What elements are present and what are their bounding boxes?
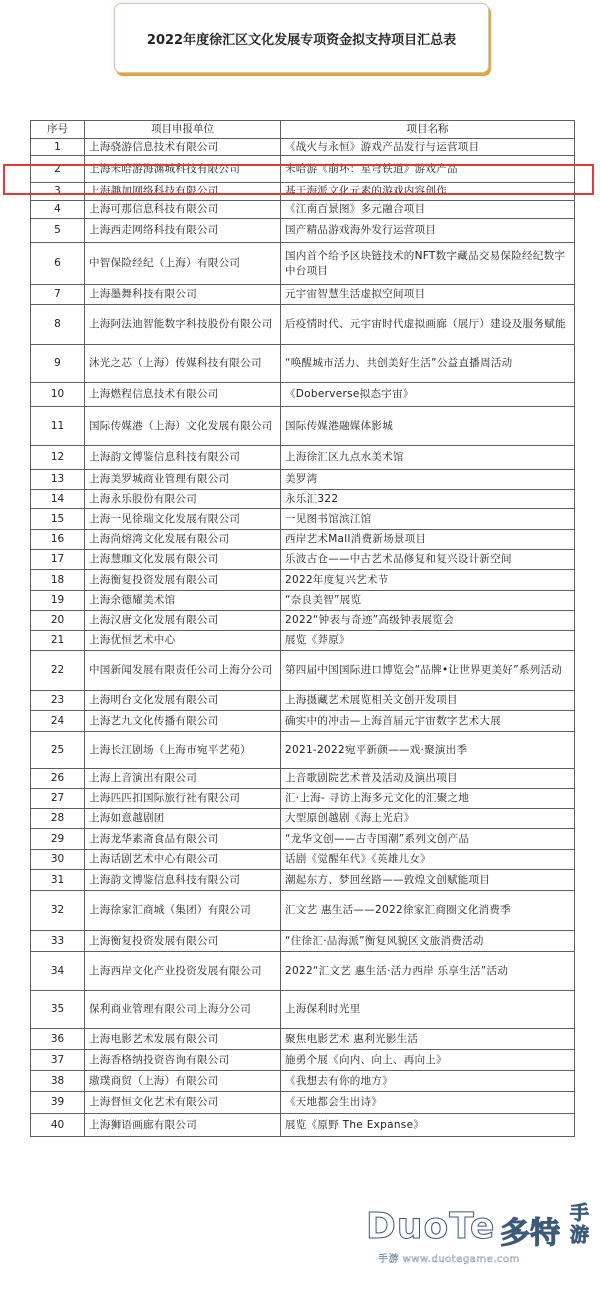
cell-no: 6 [31,243,85,285]
watermark [358,1198,600,1289]
cell-project: 国际传媒港融媒体影城 [281,407,575,446]
table-row [31,711,575,732]
cell-unit: 上海狮语画廊有限公司 [85,1114,281,1137]
cell-unit: 上海米哈游海渊城科技有限公司 [85,156,281,183]
cell-project: 美罗湾 [281,470,575,490]
header-unit: 项目申报单位 [85,121,281,139]
cell-unit: 上海趣加网络科技有限公司 [85,183,281,201]
cell-unit: 中国新闻发展有限责任公司上海分公司 [85,651,281,691]
table-row [31,651,575,691]
cell-project: 《江南百景图》多元融合项目 [281,201,575,219]
table-row [31,829,575,850]
cell-project: 话剧《觉醒年代》《英雄儿女》 [281,850,575,870]
table-row [31,219,575,243]
cell-no: 12 [31,446,85,470]
cell-project: 聚焦电影艺术 惠利光影生活 [281,1029,575,1050]
watermark-brand-cn: 多特 [500,1216,560,1251]
cell-no: 15 [31,509,85,530]
cell-unit: 上海话剧艺术中心有限公司 [85,850,281,870]
cell-project: 确实中的冲击—上海首届元宇宙数字艺术大展 [281,711,575,732]
table-header-row [31,121,575,139]
cell-no: 26 [31,769,85,789]
cell-no: 5 [31,219,85,243]
cell-unit: 上海汉唐文化发展有限公司 [85,611,281,631]
cell-unit: 上海长江剧场（上海市宛平艺苑） [85,732,281,769]
cell-project: “住徐汇·品海派”衡复风貌区文旅消费活动 [281,931,575,952]
cell-project: 一见图书馆滨江馆 [281,509,575,530]
cell-unit: 上海徐家汇商城（集团）有限公司 [85,891,281,931]
cell-unit: 保利商业管理有限公司上海分公司 [85,991,281,1029]
cell-project: 西岸艺术Mall消费新场景项目 [281,530,575,550]
table-row [31,470,575,490]
cell-unit: 上海如意越剧团 [85,809,281,829]
cell-no: 35 [31,991,85,1029]
cell-unit: 上海衡复投资发展有限公司 [85,570,281,591]
cell-no: 39 [31,1092,85,1114]
cell-no: 18 [31,570,85,591]
cell-unit: 上海西走网络科技有限公司 [85,219,281,243]
cell-unit: 上海电影艺术发展有限公司 [85,1029,281,1050]
table-row [31,931,575,952]
cell-no: 23 [31,691,85,711]
cell-project: 潮起东方、梦回丝路——敦煌文创赋能项目 [281,870,575,891]
cell-no: 38 [31,1071,85,1092]
cell-project: 米哈游《崩坏：星穹铁道》游戏产品 [281,156,575,183]
cell-project: 《天地都会生出诗》 [281,1092,575,1114]
cell-unit: 沐光之芯（上海）传媒科技有限公司 [85,345,281,383]
cell-project: 上音歌剧院艺术普及活动及演出项目 [281,769,575,789]
cell-project: 乐波古仓——中古艺术品修复和复兴设计新空间 [281,550,575,570]
cell-project: 《Doberverse拟态宇宙》 [281,383,575,407]
cell-no: 19 [31,591,85,611]
watermark-url: 手游 www.duotegame.com [378,1254,520,1265]
cell-unit: 上海督恒文化艺术有限公司 [85,1092,281,1114]
cell-project: 基于海派文化元素的游戏内容创作 [281,183,575,201]
cell-no: 22 [31,651,85,691]
cell-no: 34 [31,952,85,991]
cell-unit: 上海燃程信息技术有限公司 [85,383,281,407]
cell-no: 29 [31,829,85,850]
cell-no: 16 [31,530,85,550]
cell-project: 《我想去有你的地方》 [281,1071,575,1092]
cell-project: “奈良美智”展览 [281,591,575,611]
cell-no: 13 [31,470,85,490]
cell-no: 8 [31,305,85,345]
cell-no: 3 [31,183,85,201]
table-row [31,156,575,183]
table-row [31,1071,575,1092]
cell-no: 11 [31,407,85,446]
cell-unit: 上海韵文博鉴信息科技有限公司 [85,446,281,470]
cell-no: 36 [31,1029,85,1050]
table-row [31,490,575,509]
cell-project: 大型原创越剧《海上光启》 [281,809,575,829]
table-row [31,509,575,530]
cell-no: 33 [31,931,85,952]
cell-project: 汇文艺 惠生活——2022徐家汇商圈文化消费季 [281,891,575,931]
table-row [31,850,575,870]
cell-project: 施勇个展《向内、向上、再向上》 [281,1050,575,1071]
cell-project: 2022“钟表与奇迹”高级钟表展览会 [281,611,575,631]
table-row [31,139,575,156]
cell-no: 1 [31,139,85,156]
cell-no: 27 [31,789,85,809]
cell-no: 17 [31,550,85,570]
table-row [31,991,575,1029]
cell-project: 展览《原野 The Expanse》 [281,1114,575,1137]
cell-unit: 璈璞商贸（上海）有限公司 [85,1071,281,1092]
table-row [31,285,575,305]
cell-unit: 上海龙华素斋食品有限公司 [85,829,281,850]
cell-unit: 上海阿法迪智能数字科技股份有限公司 [85,305,281,345]
watermark-brand: DuoTe [366,1206,496,1247]
table-row [31,530,575,550]
cell-project: 国产精品游戏海外发行运营项目 [281,219,575,243]
table-row [31,732,575,769]
cell-unit: 上海韵文博鉴信息科技有限公司 [85,870,281,891]
cell-no: 30 [31,850,85,870]
cell-unit: 上海衡复投资发展有限公司 [85,931,281,952]
cell-unit: 上海骁游信息技术有限公司 [85,139,281,156]
cell-unit: 国际传媒港（上海）文化发展有限公司 [85,407,281,446]
table-row [31,183,575,201]
cell-no: 20 [31,611,85,631]
table-row [31,631,575,651]
cell-project: 永乐汇322 [281,490,575,509]
cell-project: 上海徐汇区九点水美术馆 [281,446,575,470]
cell-unit: 上海慧咖文化发展有限公司 [85,550,281,570]
table-row [31,407,575,446]
cell-unit: 上海尚熔湾文化发展有限公司 [85,530,281,550]
table-row [31,345,575,383]
cell-unit: 上海美罗城商业管理有限公司 [85,470,281,490]
table-row [31,1092,575,1114]
cell-unit: 上海墨舞科技有限公司 [85,285,281,305]
cell-project: 《战火与永恒》游戏产品发行与运营项目 [281,139,575,156]
cell-no: 14 [31,490,85,509]
cell-unit: 上海一见徐瑞文化发展有限公司 [85,509,281,530]
cell-no: 37 [31,1050,85,1071]
watermark-side: 手游 [570,1202,590,1246]
header-project: 项目名称 [281,121,575,139]
table-row [31,383,575,407]
table-row [31,446,575,470]
cell-no: 40 [31,1114,85,1137]
cell-project: 汇·上海- 寻访上海多元文化的汇聚之地 [281,789,575,809]
cell-project: 2021-2022宛平新颜——戏·聚演出季 [281,732,575,769]
cell-project: 第四届中国国际进口博览会“品牌•让世界更美好”系列活动 [281,651,575,691]
cell-unit: 上海香格纳投资咨询有限公司 [85,1050,281,1071]
table-row [31,305,575,345]
cell-unit: 上海西岸文化产业投资发展有限公司 [85,952,281,991]
cell-project: “龙华文创——古寺国潮”系列文创产品 [281,829,575,850]
table-row [31,611,575,631]
table-row [31,789,575,809]
cell-unit: 上海永乐股份有限公司 [85,490,281,509]
cell-no: 24 [31,711,85,732]
cell-project: 展览《莽原》 [281,631,575,651]
cell-no: 9 [31,345,85,383]
table-row [31,570,575,591]
cell-unit: 上海上音演出有限公司 [85,769,281,789]
table-title: 2022年度徐汇区文化发展专项资金拟支持项目汇总表 [114,3,489,73]
table-row [31,769,575,789]
cell-no: 21 [31,631,85,651]
cell-project: 2022年度复兴艺术节 [281,570,575,591]
cell-unit: 上海可那信息科技有限公司 [85,201,281,219]
cell-no: 28 [31,809,85,829]
cell-unit: 上海匹匹扣国际旅行社有限公司 [85,789,281,809]
cell-project: 上海摄藏艺术展览相关文创开发项目 [281,691,575,711]
cell-unit: 上海优恒艺术中心 [85,631,281,651]
cell-no: 10 [31,383,85,407]
table-row [31,1050,575,1071]
cell-project: 国内首个给予区块链技术的NFT数字藏品交易保险经纪数字中台项目 [281,243,575,285]
header-no: 序号 [31,121,85,139]
cell-project: 后疫情时代、元宇宙时代虚拟画廊（展厅）建设及服务赋能 [281,305,575,345]
cell-no: 4 [31,201,85,219]
table-row [31,891,575,931]
cell-project: “唤醒城市活力、共创美好生活”公益直播周活动 [281,345,575,383]
cell-unit: 中智保险经纪（上海）有限公司 [85,243,281,285]
table-row [31,870,575,891]
cell-no: 31 [31,870,85,891]
table-row [31,691,575,711]
table-row [31,591,575,611]
cell-no: 25 [31,732,85,769]
cell-project: 2022“汇文艺 惠生活·活力西岸 乐享生活”活动 [281,952,575,991]
table-row [31,550,575,570]
project-table [30,120,575,1137]
cell-no: 7 [31,285,85,305]
cell-no: 2 [31,156,85,183]
table-row [31,201,575,219]
table-row [31,243,575,285]
cell-no: 32 [31,891,85,931]
cell-unit: 上海明台文化发展有限公司 [85,691,281,711]
cell-unit: 上海余德耀美术馆 [85,591,281,611]
table-row [31,809,575,829]
table-row [31,952,575,991]
cell-unit: 上海艺九文化传播有限公司 [85,711,281,732]
table-row [31,1029,575,1050]
cell-project: 元宇宙智慧生活虚拟空间项目 [281,285,575,305]
cell-project: 上海保利时光里 [281,991,575,1029]
table-row [31,1114,575,1137]
